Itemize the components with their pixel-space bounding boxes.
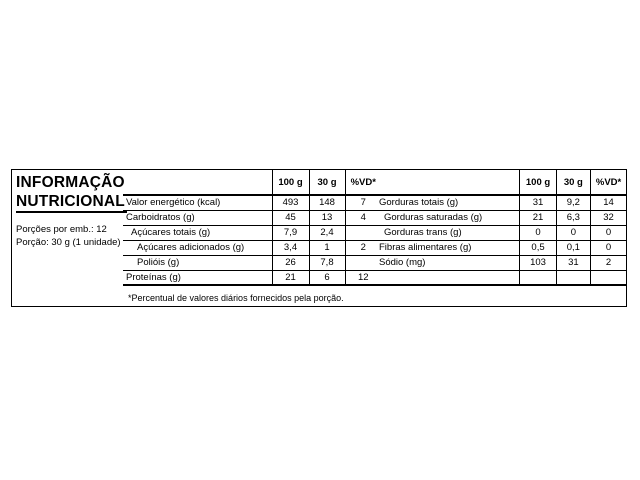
- value-daily-value: 4: [345, 210, 381, 225]
- header-per-100g: 100 g: [520, 170, 556, 195]
- value-per-100g: 45: [272, 210, 309, 225]
- value-per-100g: 493: [272, 195, 309, 210]
- value-per-100g: 7,9: [272, 225, 309, 240]
- nutrition-title: [16, 173, 128, 213]
- value-daily-value: 2: [345, 240, 381, 255]
- nutrient-name: Açúcares adicionados (g): [123, 240, 272, 255]
- header-per-100g: 100 g: [272, 170, 309, 195]
- value-per-100g: 21: [520, 210, 556, 225]
- value-per-100g: 26: [272, 255, 309, 270]
- value-per-serving: 13: [309, 210, 345, 225]
- nutrient-name: Gorduras saturadas (g): [376, 210, 520, 225]
- value-per-serving: 7,8: [309, 255, 345, 270]
- value-daily-value: [591, 270, 626, 285]
- value-daily-value: 14: [591, 195, 626, 210]
- nutrient-name: Gorduras totais (g): [376, 195, 520, 210]
- value-per-100g: 21: [272, 270, 309, 285]
- header-blank: [376, 170, 520, 195]
- value-per-100g: 31: [520, 195, 556, 210]
- value-per-serving: 2,4: [309, 225, 345, 240]
- value-per-serving: 9,2: [556, 195, 591, 210]
- nutrient-name: Sódio (mg): [376, 255, 520, 270]
- table-row: [376, 195, 626, 210]
- value-per-serving: 6,3: [556, 210, 591, 225]
- value-per-100g: 0,5: [520, 240, 556, 255]
- serving-info: [16, 223, 121, 249]
- value-daily-value: 2: [591, 255, 626, 270]
- title-line-2: NUTRICIONAL: [16, 192, 127, 213]
- header-per-serving: 30 g: [556, 170, 591, 195]
- value-daily-value: 12: [345, 270, 381, 285]
- table-row: [123, 210, 381, 225]
- value-per-serving: 148: [309, 195, 345, 210]
- table-row: [376, 240, 626, 255]
- nutrient-name: Proteínas (g): [123, 270, 272, 285]
- table-row: [123, 240, 381, 255]
- value-per-100g: 103: [520, 255, 556, 270]
- nutrient-name: Fibras alimentares (g): [376, 240, 520, 255]
- header-blank: [123, 170, 272, 195]
- table-row: [123, 195, 381, 210]
- header-per-serving: 30 g: [309, 170, 345, 195]
- servings-per-package: Porções por emb.: 12: [16, 224, 107, 235]
- nutrition-facts-panel: [11, 169, 627, 307]
- nutrients-table-right: [376, 170, 626, 286]
- value-daily-value: 0: [591, 240, 626, 255]
- value-per-serving: [556, 270, 591, 285]
- table-row: [376, 270, 626, 285]
- nutrients-table-left: [123, 170, 381, 286]
- value-per-100g: 0: [520, 225, 556, 240]
- table-row: [123, 270, 381, 285]
- value-per-serving: 31: [556, 255, 591, 270]
- table-row: [376, 225, 626, 240]
- header-daily-value: %VD*: [345, 170, 381, 195]
- value-per-serving: 0: [556, 225, 591, 240]
- value-per-100g: [520, 270, 556, 285]
- value-per-100g: 3,4: [272, 240, 309, 255]
- daily-value-footnote: *Percentual de valores diários fornecidos pela porção.: [128, 293, 344, 303]
- table-header-row: [123, 170, 381, 195]
- table-row: [123, 225, 381, 240]
- nutrient-name: [376, 270, 520, 285]
- value-per-serving: 6: [309, 270, 345, 285]
- nutrient-name: Gorduras trans (g): [376, 225, 520, 240]
- header-daily-value: %VD*: [591, 170, 626, 195]
- table-row: [123, 255, 381, 270]
- table-row: [376, 255, 626, 270]
- value-daily-value: 32: [591, 210, 626, 225]
- table-row: [376, 210, 626, 225]
- title-line-1: INFORMAÇÃO: [16, 174, 125, 191]
- nutrient-name: Açúcares totais (g): [123, 225, 272, 240]
- serving-size: Porção: 30 g (1 unidade): [16, 237, 121, 248]
- value-per-serving: 0,1: [556, 240, 591, 255]
- value-daily-value: 7: [345, 195, 381, 210]
- nutrient-name: Carboidratos (g): [123, 210, 272, 225]
- value-per-serving: 1: [309, 240, 345, 255]
- nutrient-name: Valor energético (kcal): [123, 195, 272, 210]
- table-header-row: [376, 170, 626, 195]
- nutrient-name: Polióis (g): [123, 255, 272, 270]
- value-daily-value: 0: [591, 225, 626, 240]
